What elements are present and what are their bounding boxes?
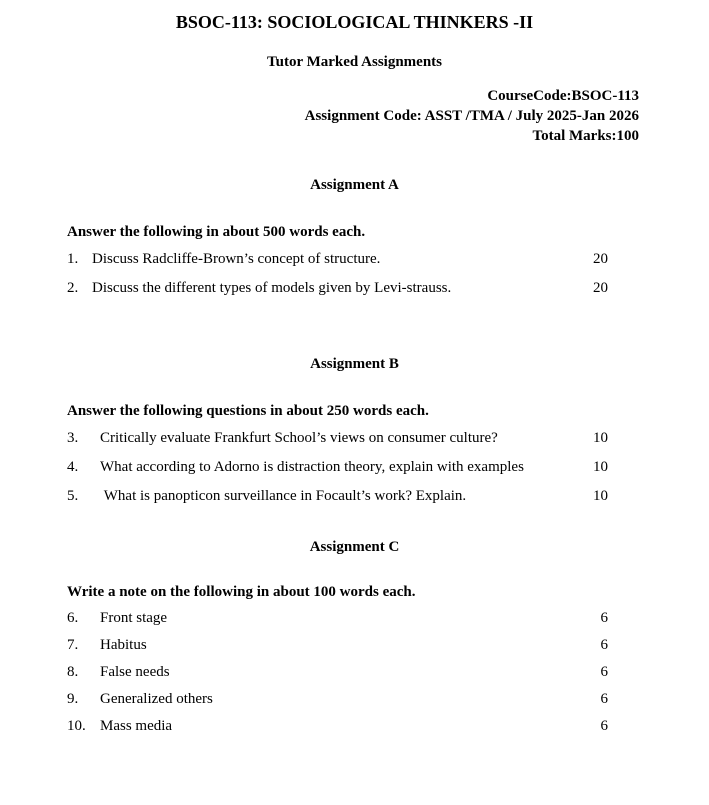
question-text: Front stage [100,610,168,626]
question-row [0,686,709,713]
assignment-b-heading: Assignment B [310,356,399,372]
question-marks: 10 [593,459,608,475]
question-text: Habitus [100,637,147,653]
assignment-a-questions [0,245,709,303]
question-marks: 6 [600,718,608,734]
assignment-code-line: Assignment Code: ASST /TMA / July 2025-Jan 2026 [304,108,639,124]
assignment-b-instruction: Answer the following questions in about 250 words each. [67,403,429,419]
question-row [0,482,709,511]
header-info-block [0,86,709,146]
question-text: What according to Adorno is distraction theory, explain with examples [100,459,524,475]
question-number: 4. [67,459,79,475]
question-row [0,274,709,303]
question-text: Mass media [100,718,173,734]
question-text: Critically evaluate Frankfurt School’s views on consumer culture? [100,430,498,446]
question-row [0,424,709,453]
question-marks: 20 [593,280,608,296]
question-marks: 20 [593,251,608,267]
assignment-b-questions [0,424,709,511]
question-text: False needs [100,664,170,680]
assignment-a-instruction: Answer the following in about 500 words each. [67,224,366,240]
question-text: Generalized others [100,691,213,707]
page-title: BSOC-113: SOCIOLOGICAL THINKERS -II [175,12,534,32]
question-number: 1. [67,251,79,267]
question-number: 10. [67,718,86,734]
question-marks: 6 [600,637,608,653]
question-marks: 6 [600,610,608,626]
question-row [0,605,709,632]
question-row [0,632,709,659]
question-text: What is panopticon surveillance in Focault’s work? Explain. [100,488,467,504]
question-number: 7. [67,637,79,653]
question-marks: 6 [600,691,608,707]
course-code-line: CourseCode:BSOC-113 [487,88,639,104]
question-number: 6. [67,610,79,626]
assignment-c-heading: Assignment C [309,539,400,555]
question-marks: 6 [600,664,608,680]
question-text: Discuss Radcliffe-Brown’s concept of structure. [92,251,381,267]
assignment-c-section [0,539,709,740]
assignment-c-questions [0,605,709,740]
question-number: 5. [67,488,79,504]
assignment-a-heading: Assignment A [310,177,399,193]
question-number: 2. [67,280,79,296]
assignment-a-section [0,177,709,303]
question-number: 8. [67,664,79,680]
question-row [0,453,709,482]
question-marks: 10 [593,430,608,446]
question-row [0,245,709,274]
question-number: 3. [67,430,79,446]
assignment-c-instruction: Write a note on the following in about 100 words each. [67,584,416,600]
question-text: Discuss the different types of models given by Levi-strauss. [92,280,452,296]
question-marks: 10 [593,488,608,504]
page-subtitle: Tutor Marked Assignments [266,54,443,70]
question-row [0,713,709,740]
total-marks-line: Total Marks:100 [532,128,639,144]
question-number: 9. [67,691,79,707]
assignment-b-section [0,356,709,511]
question-row [0,659,709,686]
